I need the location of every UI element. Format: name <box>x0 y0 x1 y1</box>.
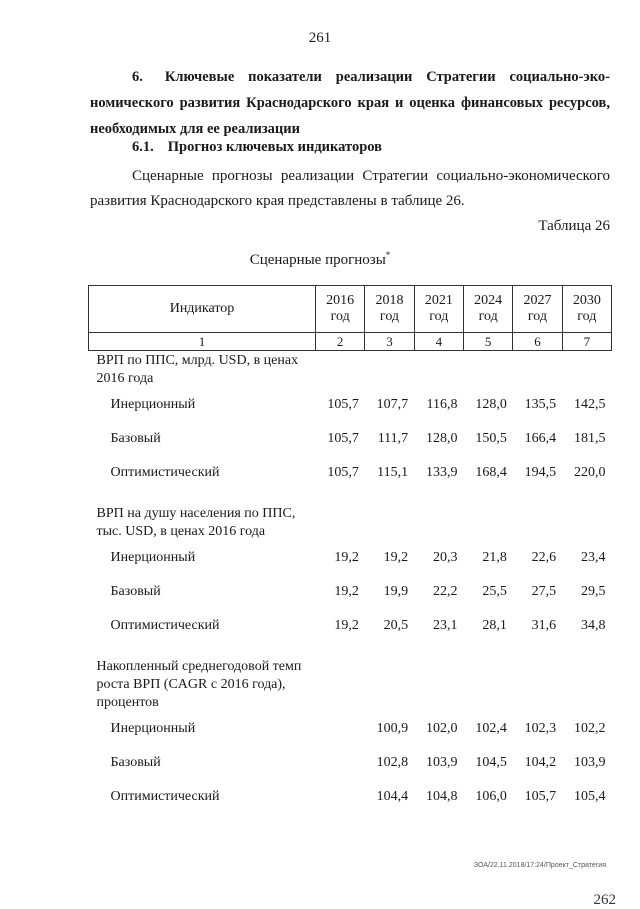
group-title: ВРП по ППС, млрд. USD, в ценах 2016 года <box>96 353 299 386</box>
value-cell: 102,3 <box>524 721 557 736</box>
value-cell: 105,7 <box>327 465 359 480</box>
column-number-row <box>89 333 612 351</box>
table-row <box>89 422 612 456</box>
value-cell: 104,5 <box>475 755 507 770</box>
caption-footnote-mark: * <box>385 250 391 260</box>
value-cell: 19,9 <box>383 584 409 599</box>
caption-text: Сценарные прогнозы <box>249 252 386 268</box>
value-cell: 27,5 <box>531 584 557 599</box>
value-cell: 128,0 <box>425 431 458 446</box>
value-cell: 20,3 <box>432 550 458 565</box>
subsection-number: 6.1. <box>132 139 154 155</box>
subsection-heading <box>132 139 382 156</box>
header-year: 2027 год <box>513 286 562 333</box>
value-cell: 194,5 <box>524 465 557 480</box>
value-cell: 115,1 <box>377 465 409 480</box>
group-row <box>89 504 612 541</box>
value-cell: 100,9 <box>376 721 409 736</box>
group-row <box>89 657 612 712</box>
value-cell <box>316 712 365 746</box>
value-cell: 166,4 <box>524 431 557 446</box>
value-cell: 104,8 <box>425 789 458 804</box>
next-page-number: 262 <box>593 892 616 908</box>
header-year: 2021 год <box>414 286 463 333</box>
column-number: 4 <box>414 333 463 351</box>
value-cell: 103,9 <box>574 755 606 770</box>
value-cell: 116,8 <box>426 397 458 412</box>
spacer-row <box>89 490 612 504</box>
header-year: 2016 год <box>316 286 365 333</box>
value-cell: 29,5 <box>581 584 606 599</box>
value-cell: 150,5 <box>475 431 507 446</box>
forecast-table <box>88 285 612 814</box>
group-row <box>89 351 612 389</box>
scenario-label: Инерционный <box>110 397 196 412</box>
header-year: 2018 год <box>365 286 414 333</box>
value-cell: 23,4 <box>581 550 606 565</box>
value-cell: 22,6 <box>531 550 557 565</box>
value-cell: 107,7 <box>376 397 409 412</box>
value-cell: 28,1 <box>482 618 507 633</box>
section-heading <box>90 64 610 142</box>
value-cell: 181,5 <box>574 431 606 446</box>
value-cell: 105,7 <box>524 789 557 804</box>
table-header-row <box>89 286 612 333</box>
value-cell: 135,5 <box>524 397 557 412</box>
table-row <box>89 609 612 643</box>
value-cell: 106,0 <box>475 789 507 804</box>
value-cell: 21,8 <box>482 550 507 565</box>
scenario-label: Оптимистический <box>110 789 220 804</box>
value-cell: 34,8 <box>581 618 606 633</box>
value-cell: 19,2 <box>383 550 409 565</box>
value-cell: 128,0 <box>475 397 507 412</box>
value-cell: 19,2 <box>334 584 359 599</box>
header-year: 2030 год <box>562 286 611 333</box>
value-cell: 105,7 <box>327 431 359 446</box>
value-cell: 104,4 <box>376 789 409 804</box>
spacer-row <box>89 643 612 657</box>
value-cell: 133,9 <box>425 465 458 480</box>
scenario-label: Базовый <box>110 584 161 599</box>
value-cell: 20,5 <box>383 618 409 633</box>
scenario-label: Базовый <box>110 431 161 446</box>
body-paragraph: Сценарные прогнозы реализации Стратегии социально-экономического развития Краснодарского края представлены в таблице 26. <box>90 168 610 209</box>
value-cell <box>316 746 365 780</box>
column-number: 2 <box>316 333 365 351</box>
table-caption <box>0 250 640 269</box>
value-cell: 103,9 <box>425 755 458 770</box>
value-cell: 31,6 <box>531 618 557 633</box>
table-row <box>89 780 612 814</box>
value-cell: 102,8 <box>376 755 409 770</box>
value-cell: 102,4 <box>475 721 507 736</box>
value-cell: 23,1 <box>432 618 458 633</box>
table-row <box>89 746 612 780</box>
scenario-label: Оптимистический <box>110 465 220 480</box>
value-cell: 168,4 <box>475 465 507 480</box>
value-cell: 102,0 <box>425 721 458 736</box>
value-cell: 102,2 <box>574 721 606 736</box>
value-cell: 220,0 <box>574 465 606 480</box>
table-row <box>89 388 612 422</box>
value-cell: 105,4 <box>574 789 606 804</box>
value-cell: 19,2 <box>334 550 359 565</box>
group-title: ВРП на душу населения по ППС, тыс. USD, в ценах 2016 года <box>96 506 296 539</box>
section-title: Ключевые показатели реализации Стратегии социально-эко-номического развития Краснодарского края и оценка финансовых ресурсов, необходимых для ее реализации <box>90 69 610 137</box>
column-number: 1 <box>89 333 316 351</box>
scenario-label: Оптимистический <box>110 618 220 633</box>
value-cell: 22,2 <box>432 584 458 599</box>
column-number: 7 <box>562 333 611 351</box>
table-row <box>89 541 612 575</box>
value-cell: 104,2 <box>524 755 557 770</box>
value-cell: 111,7 <box>377 431 409 446</box>
value-cell: 142,5 <box>574 397 606 412</box>
column-number: 5 <box>463 333 512 351</box>
column-number: 3 <box>365 333 414 351</box>
column-number: 6 <box>513 333 562 351</box>
table-row <box>89 456 612 490</box>
value-cell: 25,5 <box>482 584 507 599</box>
scenario-label: Базовый <box>110 755 161 770</box>
group-title: Накопленный среднегодовой темп роста ВРП (CAGR с 2016 года), процентов <box>96 659 302 710</box>
value-cell: 105,7 <box>327 397 359 412</box>
table-label: Таблица 26 <box>538 218 610 234</box>
table-row <box>89 712 612 746</box>
page-number: 261 <box>308 30 332 46</box>
subsection-title: Прогноз ключевых индикаторов <box>167 139 383 155</box>
scenario-label: Инерционный <box>110 550 196 565</box>
value-cell <box>316 780 365 814</box>
header-indicator: Индикатор <box>89 286 316 333</box>
scenario-label: Инерционный <box>110 721 196 736</box>
footer-stamp: ЗОА/22.11.2018/17:24/Проект_Стратегия <box>473 862 606 869</box>
value-cell: 19,2 <box>334 618 359 633</box>
section-number: 6. <box>132 69 143 85</box>
header-year: 2024 год <box>463 286 512 333</box>
table-row <box>89 575 612 609</box>
